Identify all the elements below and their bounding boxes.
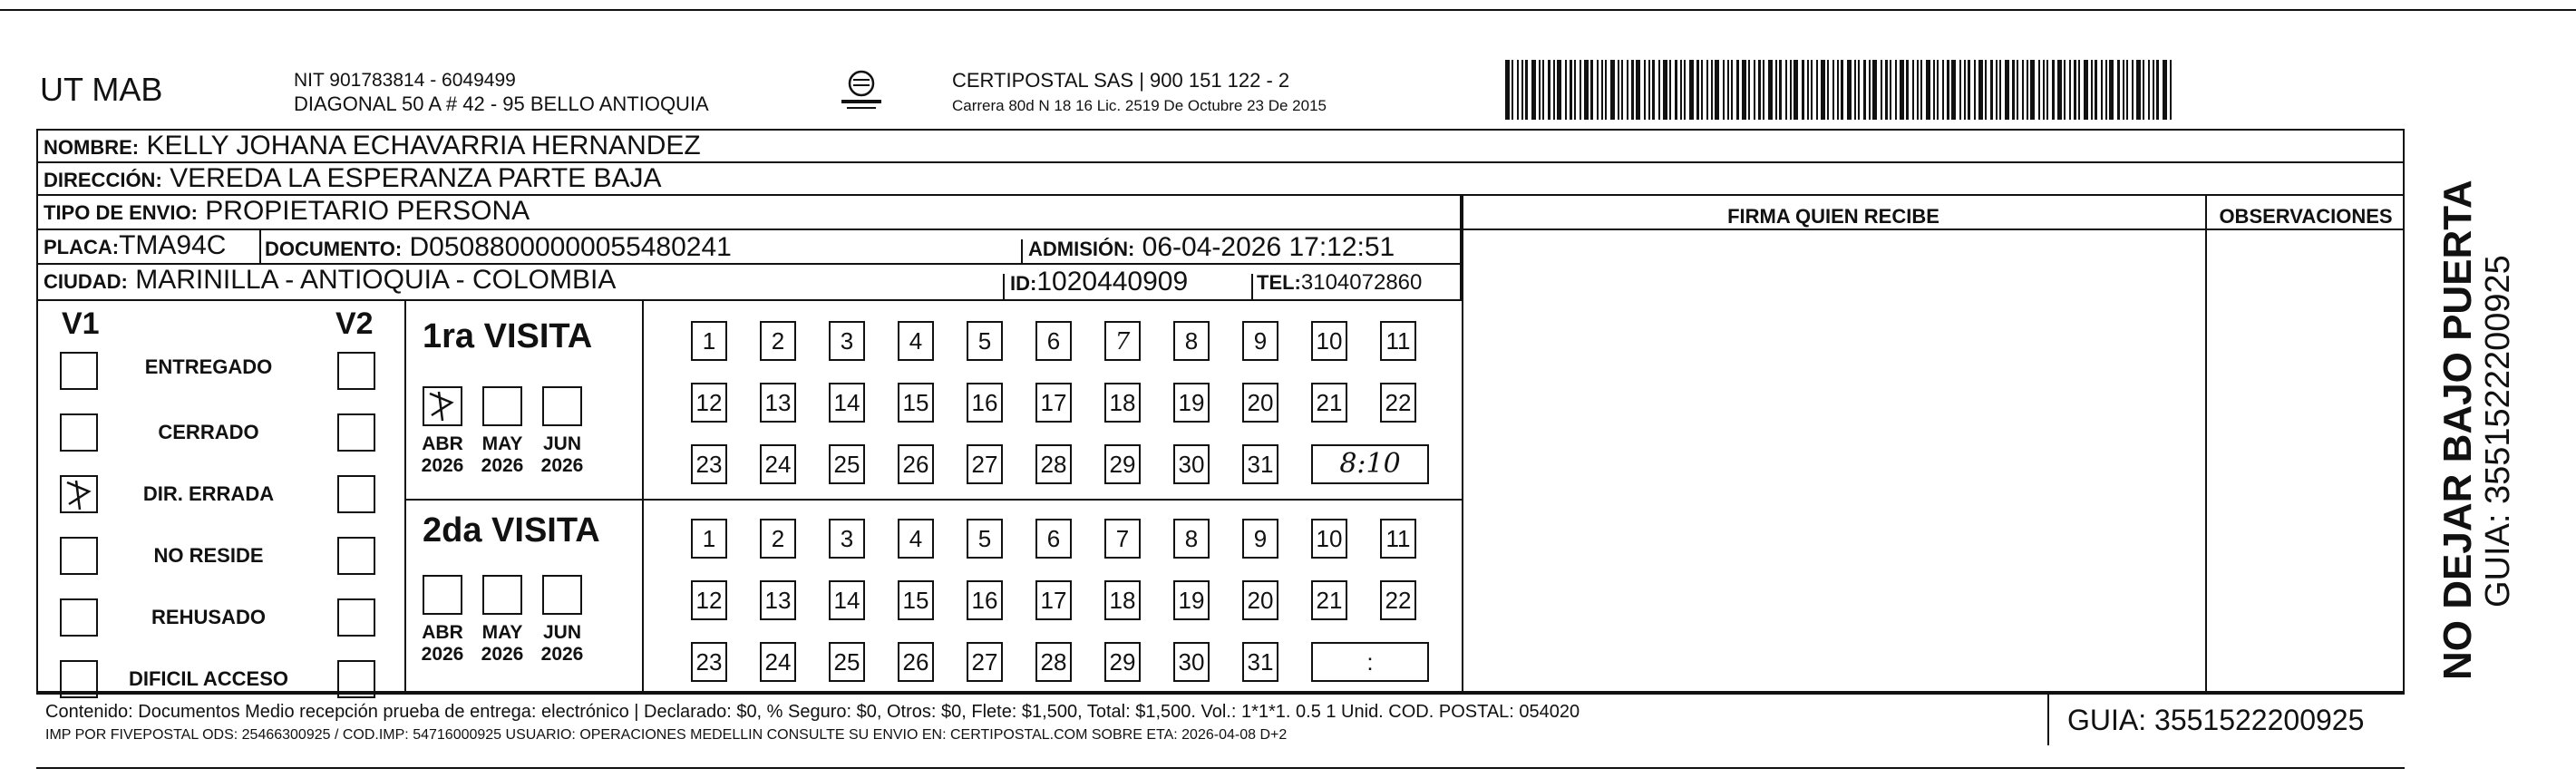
first-visit-title: 1ra VISITA [423, 317, 593, 355]
barcode-bar [1996, 60, 1998, 120]
barcode-bar [1790, 60, 1792, 120]
barcode-bar [2101, 60, 2103, 120]
month-label [535, 622, 589, 666]
divider-tel [1251, 274, 1253, 301]
day-box[interactable]: 2 [760, 519, 796, 559]
day-box[interactable]: 1 [691, 519, 727, 559]
visit-separator [404, 499, 1462, 501]
month-name: MAY [481, 433, 523, 454]
barcode-bar [1912, 60, 1914, 120]
barcode-bar [1942, 60, 1944, 120]
v1-checkbox[interactable] [60, 660, 98, 698]
day-box[interactable]: 12 [691, 580, 727, 620]
barcode-bar [1627, 60, 1628, 120]
month-label [475, 433, 530, 477]
barcode-bar [1959, 60, 1961, 120]
barcode-bar [2163, 60, 2167, 120]
day-box[interactable]: 30 [1173, 444, 1210, 484]
day-box[interactable]: 29 [1104, 444, 1141, 484]
month-checkbox[interactable] [542, 386, 582, 426]
barcode-bar [1601, 60, 1603, 120]
barcode-bar [1658, 60, 1660, 120]
month-checkbox[interactable] [542, 575, 582, 615]
barcode-bar [2030, 60, 2035, 120]
day-box[interactable]: 13 [760, 580, 796, 620]
day-box[interactable]: 14 [829, 580, 865, 620]
v1-label: V1 [62, 306, 100, 341]
barcode-bar [2095, 60, 2097, 120]
day-box[interactable]: 16 [967, 580, 1003, 620]
barcode-bar [1869, 60, 1871, 120]
barcode-bar [2069, 60, 2071, 120]
day-box[interactable]: 15 [898, 383, 934, 423]
barcode-bar [1917, 60, 1919, 120]
day-box[interactable]: 17 [1035, 383, 1072, 423]
barcode-bar [1557, 60, 1561, 120]
admission-date: 06-04-2026 17:12:51 [1142, 232, 1395, 262]
day-box[interactable]: 22 [1380, 383, 1416, 423]
row-nombre: NOMBRE: KELLY JOHANA ECHAVARRIA HERNANDEZ [38, 131, 2403, 163]
month-name: JUN [542, 433, 581, 454]
barcode-bar [1689, 60, 1694, 120]
status-label: CERRADO [158, 421, 259, 443]
shipment-type: PROPIETARIO PERSONA [205, 196, 530, 226]
footer-guia-divider [2047, 693, 2049, 745]
time-box[interactable]: 8:10 [1311, 444, 1429, 484]
day-box[interactable]: 22 [1380, 580, 1416, 620]
month-checkbox[interactable] [423, 575, 462, 615]
month-year: 2026 [481, 455, 524, 476]
barcode-bar [1539, 60, 1541, 120]
barcode-bar [2105, 60, 2107, 120]
barcode-bar [1947, 60, 1949, 120]
barcode-bar [1512, 60, 1513, 120]
month-year: 2026 [540, 455, 584, 476]
day-box[interactable]: 20 [1242, 383, 1278, 423]
row-ciudad: CIUDAD: MARINILLA - ANTIOQUIA - COLOMBIA [38, 265, 1462, 301]
barcode-bar [1548, 60, 1550, 120]
v2-checkbox[interactable] [337, 598, 375, 637]
recipient-name: KELLY JOHANA ECHAVARRIA HERNANDEZ [146, 131, 701, 160]
side-no-dejar: NO DEJAR BAJO PUERTA [2435, 180, 2480, 680]
day-box[interactable]: 1 [691, 321, 727, 361]
phone: 3104072860 [1300, 270, 1423, 295]
barcode-bar [2170, 60, 2172, 120]
day-box[interactable]: 29 [1104, 642, 1141, 682]
barcode-bar [2148, 60, 2150, 120]
footer-print-info: IMP POR FIVEPOSTAL ODS: 25466300925 / COD.IMP: 54716000925 USUARIO: OPERACIONES MEDELLIN CONSULTE SU ENVIO EN: CERTIPOSTAL.COM SOBRE ETA: 2026-04-08 D+2 [45, 727, 1288, 743]
row-placa: PLACA:TMA94C [38, 230, 1462, 265]
time-box[interactable]: : [1311, 642, 1429, 682]
day-box[interactable]: 9 [1242, 519, 1278, 559]
barcode-bar [1775, 60, 1777, 120]
barcode-bar [1920, 60, 1922, 120]
row-tipo: TIPO DE ENVIO: PROPIETARIO PERSONA [38, 196, 1462, 230]
barcode-bar [1580, 60, 1581, 120]
month-name: ABR [422, 622, 463, 643]
observaciones-header: OBSERVACIONES [2219, 205, 2393, 228]
barcode-bar [1854, 60, 1856, 120]
barcode-bar [1926, 60, 1930, 120]
barcode-bar [1978, 60, 1983, 120]
v2-checkbox[interactable] [337, 537, 375, 575]
side-warning [2421, 145, 2530, 680]
day-box[interactable]: 12 [691, 383, 727, 423]
day-box[interactable]: 11 [1380, 519, 1416, 559]
day-box[interactable]: 2 [760, 321, 796, 361]
day-box[interactable]: 8 [1173, 519, 1210, 559]
observaciones-column-left [2205, 196, 2207, 693]
barcode-bar [1933, 60, 1935, 120]
day-box[interactable]: 30 [1173, 642, 1210, 682]
day-box[interactable]: 19 [1173, 383, 1210, 423]
v2-checkbox[interactable] [337, 475, 375, 513]
footer-guia: GUIA: 3551522200925 [2067, 704, 2365, 736]
barcode-bar [1605, 60, 1607, 120]
v1-checkbox[interactable] [60, 475, 98, 513]
day-box[interactable]: 31 [1242, 642, 1278, 682]
day-box[interactable]: 17 [1035, 580, 1072, 620]
footer-content: Contenido: Documentos Medio recepción prueba de entrega: electrónico | Declarado: $0, % Seguro: $0, Otros: $0, Flete: $1,500, Total: $1,500. Vol.: 1*1*1. 0.5 1 Unid. COD. POSTAL: 054020 [45, 702, 1580, 722]
barcode-bar [1748, 60, 1750, 120]
month-name: JUN [542, 622, 581, 643]
status-label: REHUSADO [151, 606, 266, 628]
barcode-bar [1631, 60, 1634, 120]
divider-id [1003, 274, 1005, 301]
day-box[interactable]: 4 [898, 519, 934, 559]
day-box[interactable]: 10 [1311, 519, 1347, 559]
v2-label: V2 [335, 306, 374, 341]
barcode-bar [1574, 60, 1576, 120]
barcode-bar [1663, 60, 1667, 120]
day-box[interactable]: 11 [1380, 321, 1416, 361]
month-name: MAY [481, 622, 523, 643]
barcode-bar [1858, 60, 1860, 120]
day-box[interactable]: 15 [898, 580, 934, 620]
month-year: 2026 [421, 455, 464, 476]
day-box[interactable]: 7 [1104, 321, 1141, 361]
barcode-bar [2143, 60, 2144, 120]
month-checkbox[interactable] [482, 386, 522, 426]
barcode-bar [1847, 60, 1852, 120]
barcode-bar [1968, 60, 1970, 120]
v1-checkbox[interactable] [60, 598, 98, 637]
barcode-bar [1895, 60, 1897, 120]
day-box[interactable]: 27 [967, 444, 1003, 484]
month-label [415, 433, 470, 477]
day-box[interactable]: 8 [1173, 321, 1210, 361]
barcode-bar [1597, 60, 1599, 120]
day-box[interactable]: 19 [1173, 580, 1210, 620]
recipient-address: VEREDA LA ESPERANZA PARTE BAJA [170, 163, 662, 193]
barcode [1505, 60, 2176, 120]
barcode-bar [1807, 60, 1809, 120]
bottom-rule [36, 767, 2405, 769]
day-box[interactable]: 28 [1035, 444, 1072, 484]
barcode-bar [1793, 60, 1798, 120]
barcode-bar [1701, 60, 1703, 120]
barcode-bar [1832, 60, 1834, 120]
barcode-bar [1517, 60, 1519, 120]
side-guia: GUIA: 3551522200925 [2479, 255, 2517, 608]
status-panel-right [404, 301, 406, 693]
barcode-bar [1618, 60, 1619, 120]
status-label: DIR. ERRADA [142, 482, 275, 505]
barcode-bar [2043, 60, 2045, 120]
barcode-bar [1669, 60, 1671, 120]
footer-top-rule [36, 693, 2405, 695]
barcode-bar [1570, 60, 1572, 120]
barcode-bar [1758, 60, 1761, 120]
barcode-bar [1811, 60, 1813, 120]
barcode-bar [1621, 60, 1623, 120]
day-box[interactable]: 31 [1242, 444, 1278, 484]
barcode-bar [1802, 60, 1804, 120]
barcode-bar [1731, 60, 1733, 120]
document-number: D05088000000055480241 [409, 232, 732, 262]
barcode-bar [2038, 60, 2040, 120]
divider-admision [1021, 239, 1023, 265]
second-visit-title: 2da VISITA [423, 511, 600, 549]
barcode-bar [1715, 60, 1719, 120]
id-number: 1020440909 [1036, 267, 1189, 297]
status-label: DIFICIL ACCESO [128, 667, 288, 690]
barcode-bar [2117, 60, 2120, 120]
barcode-bar [1727, 60, 1729, 120]
barcode-bar [1768, 60, 1773, 120]
barcode-bar [1648, 60, 1650, 120]
day-box[interactable]: 4 [898, 321, 934, 361]
barcode-bar [1696, 60, 1699, 120]
barcode-bar [2012, 60, 2015, 120]
day-box[interactable]: 21 [1311, 580, 1347, 620]
day-box[interactable]: 23 [691, 444, 727, 484]
month-label [475, 622, 530, 666]
barcode-bar [1827, 60, 1829, 120]
status-label: NO RESIDE [153, 544, 264, 567]
barcode-bar [1821, 60, 1825, 120]
day-box[interactable]: 5 [967, 321, 1003, 361]
signature-header-rule [1462, 229, 2405, 230]
barcode-bar [1684, 60, 1686, 120]
barcode-bar [1779, 60, 1782, 120]
barcode-bar [1736, 60, 1739, 120]
day-box[interactable]: 14 [829, 383, 865, 423]
status-label: ENTREGADO [144, 355, 273, 378]
month-year: 2026 [421, 644, 464, 665]
month-label [415, 622, 470, 666]
barcode-bar [1837, 60, 1839, 120]
barcode-bar [1754, 60, 1755, 120]
barcode-bar [1841, 60, 1843, 120]
day-box[interactable]: 27 [967, 642, 1003, 682]
v2-checkbox[interactable] [337, 352, 375, 390]
day-box[interactable]: 6 [1035, 321, 1072, 361]
visit-panel-divider [642, 301, 644, 693]
barcode-bar [1885, 60, 1888, 120]
day-box[interactable]: 28 [1035, 642, 1072, 682]
documento-field: DOCUMENTO: D05088000000055480241 [265, 232, 732, 262]
barcode-bar [2064, 60, 2066, 120]
day-box[interactable]: 24 [760, 642, 796, 682]
barcode-bar [1706, 60, 1708, 120]
day-box[interactable]: 24 [760, 444, 796, 484]
day-box[interactable]: 13 [760, 383, 796, 423]
barcode-bar [1900, 60, 1904, 120]
day-box[interactable]: 25 [829, 444, 865, 484]
barcode-bar [2022, 60, 2024, 120]
divider-placa [259, 230, 261, 265]
barcode-bar [2005, 60, 2009, 120]
barcode-bar [2074, 60, 2076, 120]
barcode-bar [1742, 60, 1746, 120]
day-box[interactable]: 26 [898, 444, 934, 484]
barcode-bar [1505, 60, 1510, 120]
company-address: DIAGONAL 50 A # 42 - 95 BELLO ANTIOQUIA [294, 92, 709, 115]
day-box[interactable]: 5 [967, 519, 1003, 559]
barcode-bar [2153, 60, 2154, 120]
barcode-bar [1584, 60, 1589, 120]
barcode-bar [1863, 60, 1866, 120]
barcode-bar [2017, 60, 2018, 120]
barcode-bar [1785, 60, 1787, 120]
carrier-address: Carrera 80d N 18 16 Lic. 2519 De Octubre 23 De 2015 [952, 97, 1327, 114]
barcode-bar [2057, 60, 2062, 120]
barcode-bar [2027, 60, 2028, 120]
day-box[interactable]: 6 [1035, 519, 1072, 559]
barcode-bar [1985, 60, 1987, 120]
day-box[interactable]: 26 [898, 642, 934, 682]
barcode-bar [2123, 60, 2124, 120]
firma-header: FIRMA QUIEN RECIBE [1727, 205, 1939, 228]
day-box[interactable]: 3 [829, 519, 865, 559]
barcode-bar [1964, 60, 1966, 120]
plate: TMA94C [119, 230, 227, 260]
barcode-bar [1644, 60, 1646, 120]
day-box[interactable]: 25 [829, 642, 865, 682]
barcode-bar [1816, 60, 1818, 120]
company-nit: NIT 901783814 - 6049499 [294, 70, 516, 91]
barcode-bar [1711, 60, 1713, 120]
id-field: ID:1020440909 [1010, 267, 1189, 297]
barcode-bar [2078, 60, 2080, 120]
month-name: ABR [422, 433, 463, 454]
barcode-bar [1553, 60, 1555, 120]
barcode-bar [2126, 60, 2128, 120]
barcode-bar [2109, 60, 2114, 120]
barcode-bar [1675, 60, 1677, 120]
barcode-bar [1636, 60, 1640, 120]
barcode-bar [2136, 60, 2141, 120]
company-name: UT MAB [40, 71, 163, 108]
barcode-bar [1951, 60, 1956, 120]
month-year: 2026 [540, 644, 584, 665]
day-box[interactable]: 9 [1242, 321, 1278, 361]
carrier-name: CERTIPOSTAL SAS | 900 151 122 - 2 [952, 69, 1290, 92]
v1-checkbox[interactable] [60, 352, 98, 390]
barcode-bar [1590, 60, 1593, 120]
month-year: 2026 [481, 644, 524, 665]
row-direccion: DIRECCIÓN: VEREDA LA ESPERANZA PARTE BAJA [38, 163, 2403, 196]
city: MARINILLA - ANTIOQUIA - COLOMBIA [135, 265, 617, 295]
barcode-bar [2046, 60, 2048, 120]
day-box[interactable]: 23 [691, 642, 727, 682]
v1-checkbox[interactable] [60, 413, 98, 452]
day-box[interactable]: 20 [1242, 580, 1278, 620]
month-label [535, 433, 589, 477]
barcode-bar [1937, 60, 1939, 120]
barcode-bar [1881, 60, 1882, 120]
barcode-bar [2084, 60, 2088, 120]
barcode-bar [1763, 60, 1764, 120]
barcode-bar [1531, 60, 1536, 120]
admision-field: ADMISIÓN: 06-04-2026 17:12:51 [1028, 232, 1395, 262]
v2-checkbox[interactable] [337, 660, 375, 698]
day-box[interactable]: 21 [1311, 383, 1347, 423]
barcode-bar [1890, 60, 1891, 120]
barcode-bar [1974, 60, 1976, 120]
barcode-bar [1906, 60, 1909, 120]
firma-column-left [1462, 196, 1463, 693]
top-rule [0, 9, 2576, 11]
tel-field: TEL:3104072860 [1257, 270, 1423, 295]
barcode-bar [1525, 60, 1528, 120]
barcode-bar [1565, 60, 1567, 120]
barcode-bar [1610, 60, 1615, 120]
v1-checkbox[interactable] [60, 537, 98, 575]
certipostal-logo-icon [834, 69, 889, 114]
day-box[interactable]: 10 [1311, 321, 1347, 361]
barcode-bar [1652, 60, 1655, 120]
day-box[interactable]: 16 [967, 383, 1003, 423]
barcode-bar [1990, 60, 1993, 120]
day-box[interactable]: 18 [1104, 383, 1141, 423]
month-checkbox[interactable] [423, 386, 462, 426]
barcode-bar [1521, 60, 1523, 120]
barcode-bar [2091, 60, 2093, 120]
barcode-bar [1872, 60, 1877, 120]
day-box[interactable]: 7 [1104, 519, 1141, 559]
day-box[interactable]: 3 [829, 321, 865, 361]
barcode-bar [1542, 60, 1544, 120]
month-checkbox[interactable] [482, 575, 522, 615]
barcode-bar [1999, 60, 2001, 120]
barcode-bar [2156, 60, 2159, 120]
day-box[interactable]: 18 [1104, 580, 1141, 620]
barcode-bar [2052, 60, 2055, 120]
v2-checkbox[interactable] [337, 413, 375, 452]
barcode-bar [1680, 60, 1682, 120]
barcode-bar [1723, 60, 1725, 120]
barcode-bar [2132, 60, 2134, 120]
